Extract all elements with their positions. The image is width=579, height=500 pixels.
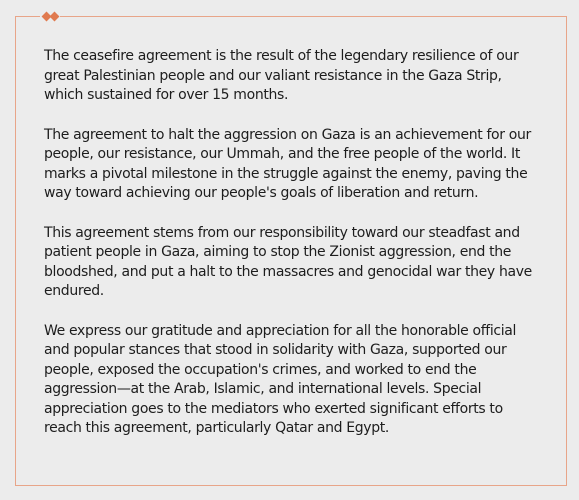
diamond-right-icon <box>50 12 60 22</box>
paragraph-1: The ceasefire agreement is the result of the legendary resilience of our great Palestinian people and our valiant resistance in the Gaza Strip, which sustained for over 15 months. <box>44 48 519 103</box>
paragraph-4: We express our gratitude and appreciation for all the honorable official and popular stances that stood in solidarity with Gaza, supported our people, exposed the occupation's crimes, and worked to end the aggression—at the Arab, Islamic, and international levels. Special appreciation goes to the mediators who exerted significant efforts to reach this agreement, particularly Qatar and Egypt. <box>44 322 517 436</box>
statement-body <box>44 47 544 459</box>
paragraph-3: This agreement stems from our responsibility toward our steadfast and patient people in Gaza, aiming to stop the Zionist aggression, end the bloodshed, and put a halt to the massacres and genocidal war they have endured. <box>44 224 532 299</box>
paragraph-2: The agreement to halt the aggression on Gaza is an achievement for our people, our resistance, our Ummah, and the free people of the world. It marks a pivotal milestone in the struggle against the enemy, paving the way toward achieving our people's goals of liberation and return. <box>44 126 531 201</box>
diamond-ornament-icon <box>40 11 60 23</box>
quote-card <box>15 16 567 486</box>
